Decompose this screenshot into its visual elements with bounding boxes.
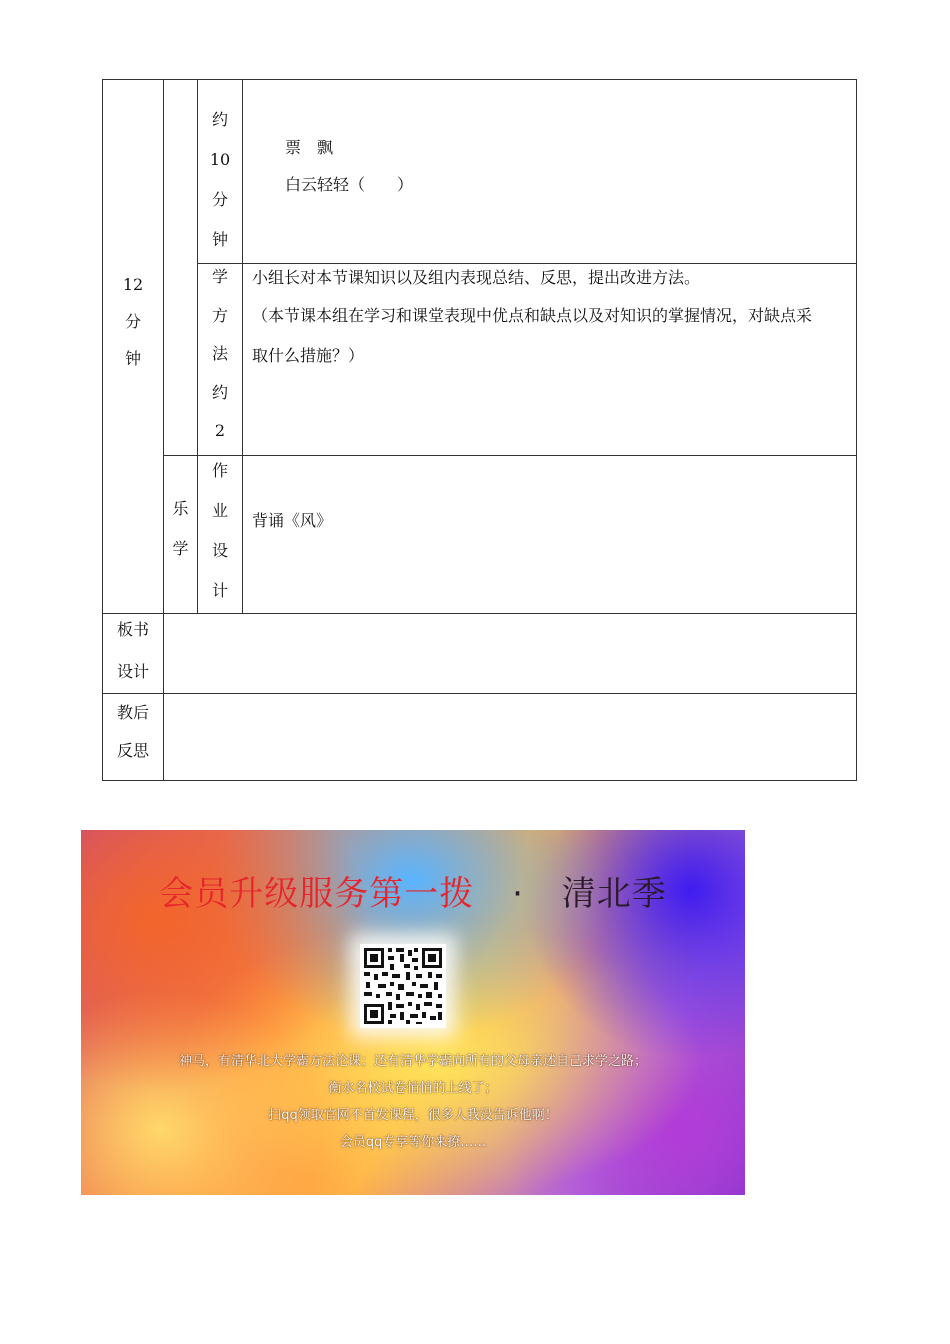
banner-description [81,1048,745,1156]
banner-title-upgrade: 升级服务第一拨 [229,874,475,914]
section-char-2: 学 [172,539,189,558]
banner-title-season: 清北季 [561,874,667,914]
board-design-content-cell [163,613,857,694]
time-column-cell [102,79,164,614]
sub-time-char-2: 分 [211,190,228,209]
time-char-2: 钟 [124,349,141,368]
method-char-4: 约 [211,382,228,402]
qr-code-icon[interactable] [360,944,446,1028]
board-design-line2: 设计 [116,662,149,681]
homework-char-4: 计 [211,581,228,600]
content-row1-line2: 白云轻轻（ ） [285,175,414,194]
reflection-label-cell [102,693,164,781]
method-label-text [198,258,242,451]
homework-char-3: 设 [211,541,228,560]
banner-line-2: 衡水名校试卷悄悄的上线了； [328,1081,498,1096]
section-lexue-text [164,489,197,569]
method-char-1: 学 [211,267,228,286]
time-char-1: 分 [124,312,141,331]
banner-line-4: 会员qq专享等你来撩…… [339,1135,487,1150]
time-column-text [103,266,163,377]
content-cell-row1 [242,79,857,264]
banner-line-3: 扫qq领取官网不首发课程，很多人我没告诉他啊！ [268,1108,558,1123]
sub-time-num: 10 [209,150,231,169]
sub-time-cell [197,79,243,264]
method-char-5: 2 [214,421,226,440]
banner-title-dot: · [512,874,524,914]
time-num: 12 [122,275,144,294]
qr-code-graphic [360,944,446,1028]
sub-time-char-3: 钟 [211,230,228,249]
reflection-line2: 反思 [116,741,149,760]
content-cell-row3 [242,455,857,614]
method-label-cell [197,263,243,456]
banner-line-1: 神马，有清华北大学霸方法论课；还有清华学霸向所有的父母亲述自己求学之路； [178,1054,647,1069]
sub-time-char-1: 约 [211,110,228,129]
content-row2-line1: 小组长对本节课知识以及组内表现总结、反思，提出改进方法。 [252,268,701,287]
board-design-label [103,609,163,693]
content-row1-line1: 票 飘 [285,138,334,157]
content-row2-line3: 取什么措施？） [252,346,365,365]
section-cell-lexue [163,455,198,614]
method-char-2: 方 [211,305,228,325]
content-row2-line2: （本节课本组在学习和课堂表现中优点和缺点以及对知识的掌握情况，对缺点采 [252,306,813,325]
banner-title-member: 会员 [159,874,230,914]
reflection-content-cell [163,693,857,781]
board-design-line1: 板书 [116,620,149,639]
homework-char-2: 业 [211,501,228,520]
promo-banner[interactable] [81,830,745,1195]
section-cell-empty [163,79,198,456]
homework-label-cell [197,455,243,614]
homework-char-1: 作 [211,461,228,480]
sub-time-text [198,100,242,260]
homework-label-text [198,451,242,611]
banner-title [81,874,745,914]
reflection-label [103,694,163,770]
section-char-1: 乐 [172,499,189,518]
board-design-label-cell [102,613,164,694]
method-char-3: 法 [211,344,228,363]
reflection-line1: 教后 [116,703,149,722]
content-cell-row2 [242,263,857,456]
homework-content: 背诵《风》 [252,511,333,530]
